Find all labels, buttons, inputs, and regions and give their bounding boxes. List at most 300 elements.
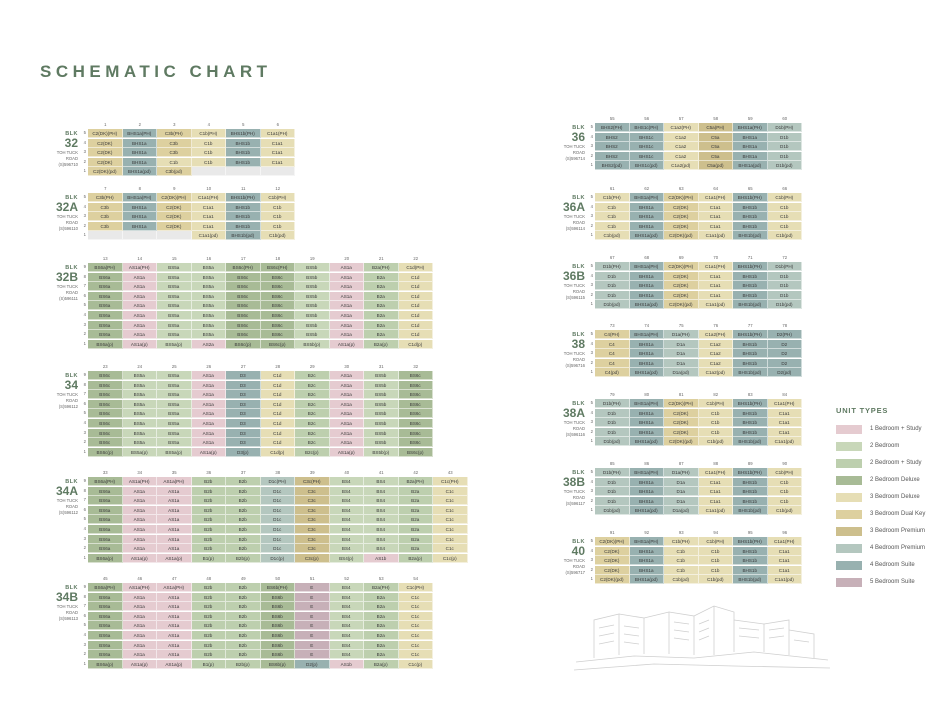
block-word: BLK	[65, 585, 78, 591]
stack-number: 5	[242, 122, 245, 127]
floor-row	[88, 409, 433, 418]
unit-cell: B2a(p)	[364, 660, 399, 669]
unit-cell: C1a1	[699, 212, 734, 221]
unit-cell: B2a(PH)	[399, 477, 434, 486]
stack-number: 63	[678, 186, 684, 191]
unit-cell: C1c	[433, 506, 468, 515]
unit-cell: D1b	[595, 291, 630, 300]
floor-label: 1	[83, 448, 86, 454]
block-address-line: (S)596112	[58, 510, 78, 515]
unit-cell: C5a(pd)	[699, 161, 734, 170]
unit-cell: BHS1a	[123, 212, 158, 221]
unit-cell: BS6c	[261, 273, 296, 282]
stack-number: 23	[102, 364, 108, 369]
legend-item	[836, 542, 943, 559]
unit-cell: B2b	[192, 621, 227, 630]
building-sketch	[574, 600, 830, 675]
unit-cell: B2b	[226, 515, 261, 524]
floor-label: 3	[590, 488, 593, 494]
block-address-line: TOH TUCK	[56, 498, 78, 503]
unit-cell: BHS2	[595, 133, 630, 142]
legend-swatch	[836, 544, 862, 553]
unit-cell: C1c(p)	[399, 660, 434, 669]
unit-cell: C2(DK)(pd)	[664, 300, 699, 309]
unit-cell: C2(DK)	[664, 291, 699, 300]
stack-number: 38	[275, 470, 281, 475]
unit-cell: BHS1a(pd)	[630, 575, 665, 584]
block-number: 36B	[562, 269, 585, 283]
unit-cell: BS6c(PH)	[261, 263, 296, 272]
stack-number: 92	[644, 530, 650, 535]
stack-number: 68	[644, 255, 650, 260]
unit-cell: BHS1b	[733, 418, 768, 427]
unit-cell: BHS1b	[733, 428, 768, 437]
page-title: SCHEMATIC CHART	[40, 62, 272, 81]
unit-cell: AS1a	[157, 593, 192, 602]
floor-label: 5	[590, 331, 593, 336]
floor-label: 7	[83, 497, 86, 503]
unit-cell: B2a	[364, 631, 399, 640]
unit-cell: BS5b	[295, 292, 330, 301]
unit-cell: BHS1b	[226, 212, 261, 221]
unit-cell: C2(DK)(PH)	[595, 537, 630, 546]
unit-cell: C1b(PH)	[699, 537, 734, 546]
unit-cell: C1a1(pd)	[699, 300, 734, 309]
unit-cell: C3c	[295, 506, 330, 515]
stack-number: 86	[644, 461, 650, 466]
unit-cell: C1a1(pd)	[699, 506, 734, 515]
unit-cell: B2a	[364, 593, 399, 602]
floor-row	[595, 222, 802, 231]
stack-number: 65	[747, 186, 753, 191]
unit-cell: BHS1b(pd)	[733, 575, 768, 584]
unit-cell: BHS1a	[630, 203, 665, 212]
unit-cell: D3	[226, 400, 261, 409]
unit-cell: C1b(PH)	[595, 193, 630, 202]
unit-cell: AS1a	[330, 390, 365, 399]
unit-cell: B2b	[226, 621, 261, 630]
stack-number: 56	[644, 116, 650, 121]
unit-cell: AS1a	[330, 371, 365, 380]
unit-cell: B2b	[226, 641, 261, 650]
floor-row	[88, 340, 433, 349]
unit-cell: C1a1	[699, 478, 734, 487]
unit-cell: BS6b	[261, 602, 296, 611]
unit-cell: B2a	[399, 487, 434, 496]
floor-label: 3	[590, 282, 593, 288]
unit-cell: BS5a	[157, 400, 192, 409]
unit-cell: C2(DK)	[664, 409, 699, 418]
floor-row	[595, 487, 802, 496]
stack-number: 4	[207, 122, 210, 127]
unit-cell: C3c(PH)	[295, 477, 330, 486]
unit-cell: C1a1	[261, 148, 296, 157]
unit-cell: B2b	[226, 583, 261, 592]
legend-swatch	[836, 578, 862, 587]
unit-cell	[88, 231, 123, 240]
stack-number: 15	[171, 256, 177, 261]
legend-item	[836, 474, 943, 491]
unit-cell: C3b(PH)	[88, 193, 123, 202]
unit-cell: D1b	[768, 281, 803, 290]
floor-label: 1	[590, 369, 593, 375]
unit-cell: BS6c	[88, 371, 123, 380]
unit-cell: BHS1a(pd)	[733, 161, 768, 170]
floor-label: 7	[83, 283, 86, 289]
floor-row	[595, 281, 802, 290]
unit-cell: C1b(PH)	[699, 399, 734, 408]
floor-label: 4	[83, 312, 86, 317]
unit-cell: BS5a	[157, 409, 192, 418]
unit-cell: D3	[226, 381, 261, 390]
floor-row	[88, 525, 468, 534]
stack-number: 34	[137, 470, 143, 475]
unit-cell: BS5a	[123, 371, 158, 380]
floor-label: 6	[83, 612, 86, 618]
unit-cell: BS5a	[157, 292, 192, 301]
unit-cell: C1a1	[192, 203, 227, 212]
floor-label: 2	[590, 566, 593, 572]
unit-cell: B2a	[399, 496, 434, 505]
unit-cell: BS6b	[261, 612, 296, 621]
unit-cell: C1a1(pd)	[699, 231, 734, 240]
unit-cell: BS5a	[192, 321, 227, 330]
floor-label: 8	[83, 487, 86, 493]
unit-cell: C1a2(pd)	[699, 368, 734, 377]
stack-number: 8	[138, 186, 141, 191]
legend-label: 2 Bedroom	[870, 443, 900, 449]
unit-cell: C1a1	[699, 487, 734, 496]
unit-cell: E	[295, 583, 330, 592]
unit-cell: C1d	[399, 330, 434, 339]
floor-row	[88, 371, 433, 380]
unit-cell: C1b	[699, 566, 734, 575]
unit-cell: BHS1a	[123, 148, 158, 157]
unit-cell: C1b	[768, 478, 803, 487]
unit-cell: C2(DK)	[157, 203, 192, 212]
legend-label: 3 Bedroom Premium	[870, 528, 926, 534]
unit-cell: BS5b	[295, 263, 330, 272]
unit-cell: C1d	[399, 311, 434, 320]
floor-label: 5	[590, 538, 593, 543]
unit-cell: AS1a	[192, 438, 227, 447]
unit-cell: BHS1a	[733, 152, 768, 161]
unit-cell: B2a	[364, 330, 399, 339]
unit-cell: C3b	[88, 222, 123, 231]
unit-cell: E	[295, 631, 330, 640]
floor-row	[88, 554, 468, 563]
unit-cell: B2a	[364, 650, 399, 659]
unit-cell: C1d	[261, 371, 296, 380]
unit-cell: C1b(PH)	[768, 468, 803, 477]
stack-number: 69	[678, 255, 684, 260]
stack-number: 42	[413, 470, 419, 475]
unit-cell: AS1a(PH)	[157, 583, 192, 592]
unit-cell: C2(DK)	[664, 281, 699, 290]
unit-cell: C1b	[192, 158, 227, 167]
stack-number: 17	[240, 256, 246, 261]
unit-cell: BHS1a(PH)	[630, 262, 665, 271]
unit-cell: C1c	[433, 515, 468, 524]
floor-label: 4	[590, 409, 593, 415]
unit-cell: BS5a	[157, 321, 192, 330]
unit-cell: AS1a	[123, 301, 158, 310]
floor-row	[88, 139, 295, 148]
unit-cell: BS6c	[226, 301, 261, 310]
unit-cell: C1a1(PH)	[768, 399, 803, 408]
unit-cell: C1a1	[768, 418, 803, 427]
unit-cell: BS5a	[192, 282, 227, 291]
unit-cell: D1a(PH)	[664, 330, 699, 339]
unit-cell: BS6a	[88, 612, 123, 621]
block-address-line: TOH TUCK	[563, 214, 585, 219]
stack-number: 24	[137, 364, 143, 369]
floor-row	[88, 448, 433, 457]
unit-cell: BHS1b(pd)	[733, 300, 768, 309]
unit-cell: C1b(PH)	[261, 193, 296, 202]
stack-number: 7	[104, 186, 107, 191]
unit-cell: C1c	[399, 612, 434, 621]
unit-cell: BHS1b	[733, 281, 768, 290]
unit-cell: B2c	[295, 390, 330, 399]
floor-label: 2	[590, 152, 593, 158]
unit-cell: C3b(pd)	[157, 167, 192, 176]
unit-cell: D3(p)	[226, 448, 261, 457]
stack-number: 40	[344, 470, 350, 475]
unit-cell: C2(DK)	[595, 556, 630, 565]
stack-number: 90	[782, 461, 788, 466]
unit-cell: C1b(PH)	[192, 129, 227, 138]
floor-label: 1	[590, 301, 593, 307]
unit-cell: BHS1b(pd)	[733, 231, 768, 240]
unit-cell: BS6a	[88, 487, 123, 496]
unit-cell: BS6c	[261, 301, 296, 310]
floor-row	[595, 437, 802, 446]
unit-cell: BS6c(p)	[226, 340, 261, 349]
floor-label: 5	[83, 410, 86, 416]
floor-row	[88, 535, 468, 544]
stack-number: 36	[206, 470, 212, 475]
legend-swatch	[836, 476, 862, 485]
unit-cell: D3	[226, 409, 261, 418]
unit-cell: BHS1a	[630, 212, 665, 221]
unit-cell: BHS1b	[226, 203, 261, 212]
stack-number: 73	[609, 323, 615, 328]
floor-row	[595, 428, 802, 437]
floor-label: 4	[590, 272, 593, 278]
unit-cell: D3	[226, 429, 261, 438]
stack-number: 21	[378, 256, 384, 261]
unit-cell: AS1a	[330, 301, 365, 310]
floor-row	[595, 133, 802, 142]
unit-cell: BS4	[364, 506, 399, 515]
unit-cell: BS4	[330, 602, 365, 611]
unit-cell: BS4	[330, 631, 365, 640]
unit-cell: AS1a	[123, 641, 158, 650]
stack-number: 91	[609, 530, 615, 535]
unit-cell: BS5a	[157, 429, 192, 438]
floor-row	[88, 650, 433, 659]
unit-cell: AS1a(p)	[123, 660, 158, 669]
unit-cell: C1b(pd)	[768, 231, 803, 240]
floor-label: 1	[590, 232, 593, 238]
unit-cell: D2(p)	[295, 660, 330, 669]
unit-cell: BS5a	[192, 292, 227, 301]
unit-cell: C1a1	[699, 222, 734, 231]
unit-cell: C1d	[399, 273, 434, 282]
stack-number: 30	[344, 364, 350, 369]
unit-cell: C2(DK)(pd)	[664, 437, 699, 446]
floor-label: 8	[83, 593, 86, 599]
floor-row	[595, 123, 802, 132]
floor-label: 4	[83, 139, 86, 145]
unit-cell: C1b(pd)	[261, 231, 296, 240]
block-word: BLK	[65, 195, 78, 201]
floor-label: 1	[83, 660, 86, 666]
unit-cell: C1c	[433, 535, 468, 544]
unit-cell: BS6a	[88, 621, 123, 630]
unit-cell: BS6c	[88, 429, 123, 438]
block-label	[527, 470, 585, 506]
stack-number: 81	[678, 392, 684, 397]
legend-item	[836, 508, 943, 525]
unit-cell: BHS2(PH)	[595, 123, 630, 132]
unit-cell: D1a	[664, 497, 699, 506]
unit-cell: BS6a(p)	[88, 554, 123, 563]
unit-cell: E	[295, 641, 330, 650]
block-word: BLK	[572, 332, 585, 338]
unit-cell: B2a	[399, 525, 434, 534]
stack-number: 52	[344, 576, 350, 581]
unit-cell: C3c	[295, 496, 330, 505]
unit-cell: D1b	[768, 142, 803, 151]
legend-items	[836, 423, 943, 593]
unit-cell: BS6b	[261, 641, 296, 650]
stack-number: 58	[713, 116, 719, 121]
stack-number: 3	[173, 122, 176, 127]
unit-cell: AS1a	[123, 525, 158, 534]
stack-number: 89	[747, 461, 753, 466]
unit-cell: C2(DK)(PH)	[88, 129, 123, 138]
unit-cell: BHS1b(pd)	[733, 506, 768, 515]
stack-number: 28	[275, 364, 281, 369]
unit-cell: BS5a	[157, 330, 192, 339]
stack-number: 72	[782, 255, 788, 260]
floor-row	[595, 349, 802, 358]
floor-row	[88, 477, 468, 486]
unit-cell: BS5b	[295, 311, 330, 320]
floor-label: 1	[83, 340, 86, 346]
unit-cell: C1b	[768, 497, 803, 506]
floor-row	[595, 142, 802, 151]
unit-cell: D1a	[664, 349, 699, 358]
unit-cell: BHS1a	[123, 139, 158, 148]
unit-cell: B2a(p)	[364, 340, 399, 349]
floor-row	[595, 468, 802, 477]
unit-cell: C1a2(PH)	[664, 123, 699, 132]
unit-cell: BS4	[330, 515, 365, 524]
unit-cell: D1a	[664, 359, 699, 368]
legend-label: 5 Bedroom Suite	[870, 579, 915, 585]
floor-row	[595, 340, 802, 349]
unit-cell: BS5a	[157, 301, 192, 310]
unit-cell: BS5a	[192, 273, 227, 282]
unit-cell: BHS1b	[226, 158, 261, 167]
unit-cell: C1b	[595, 203, 630, 212]
block-address-line: TOH TUCK	[56, 150, 78, 155]
unit-cell: C1b(PH)	[664, 537, 699, 546]
block-address-line: ROAD	[65, 398, 78, 403]
unit-cell: BS6a(PH)	[88, 477, 123, 486]
unit-cell: BS5a	[123, 400, 158, 409]
unit-cell: C1b	[768, 487, 803, 496]
unit-cell: BHS1b	[226, 222, 261, 231]
unit-cell: BS5a	[123, 438, 158, 447]
unit-cell: C2(DK)(pd)	[664, 231, 699, 240]
unit-cell: D1a(pd)	[664, 368, 699, 377]
legend-label: 4 Bedroom Premium	[870, 545, 926, 551]
unit-cell: BS5a	[157, 438, 192, 447]
unit-cell: AS1a(p)	[330, 340, 365, 349]
unit-cell: B2b	[192, 487, 227, 496]
unit-cell: AS1a	[157, 631, 192, 640]
unit-cell: D2	[768, 359, 803, 368]
stack-number: 13	[102, 256, 108, 261]
block-address-line: TOH TUCK	[563, 283, 585, 288]
unit-cell: B2a	[364, 612, 399, 621]
block-address-line: TOH TUCK	[563, 144, 585, 149]
unit-cell: AS1a(PH)	[123, 263, 158, 272]
unit-cell: C1b(pd)	[699, 575, 734, 584]
floor-row	[595, 212, 802, 221]
unit-cell: C1c	[399, 602, 434, 611]
unit-cell: C1b(pd)	[664, 575, 699, 584]
unit-cell: C1a2	[699, 340, 734, 349]
unit-cell: C1a1	[699, 281, 734, 290]
floor-label: 8	[83, 273, 86, 279]
unit-cell: C3c	[295, 525, 330, 534]
unit-cell: BHS1a(PH)	[123, 129, 158, 138]
legend-item	[836, 525, 943, 542]
floor-label: 3	[590, 143, 593, 149]
unit-cell: AS1a	[123, 593, 158, 602]
unit-cell: BHS1b	[226, 148, 261, 157]
unit-cell: BS5b	[295, 273, 330, 282]
unit-cell: BS6c	[399, 390, 434, 399]
block-address-line: (S)596714	[565, 156, 585, 161]
stack-number: 10	[206, 186, 212, 191]
unit-cell: BS6c	[261, 321, 296, 330]
floor-label: 3	[590, 419, 593, 425]
floor-label: 3	[590, 213, 593, 219]
unit-cell: BHS1a	[630, 272, 665, 281]
unit-cell: AS1a	[157, 650, 192, 659]
stack-number: 66	[782, 186, 788, 191]
stack-number: 31	[378, 364, 384, 369]
floor-row	[595, 547, 802, 556]
floor-label: 8	[83, 381, 86, 387]
unit-cell: C1b	[768, 212, 803, 221]
floor-label: 1	[590, 507, 593, 513]
unit-cell: BHS1b	[733, 487, 768, 496]
legend-label: 2 Bedroom Deluxe	[870, 477, 920, 483]
unit-cell: D2(PH)	[768, 330, 803, 339]
unit-cell	[261, 167, 296, 176]
unit-cell: B2b	[226, 631, 261, 640]
floor-label: 4	[83, 420, 86, 425]
unit-cell: C2(DK)(PH)	[664, 262, 699, 271]
unit-cell: AS1a	[157, 621, 192, 630]
